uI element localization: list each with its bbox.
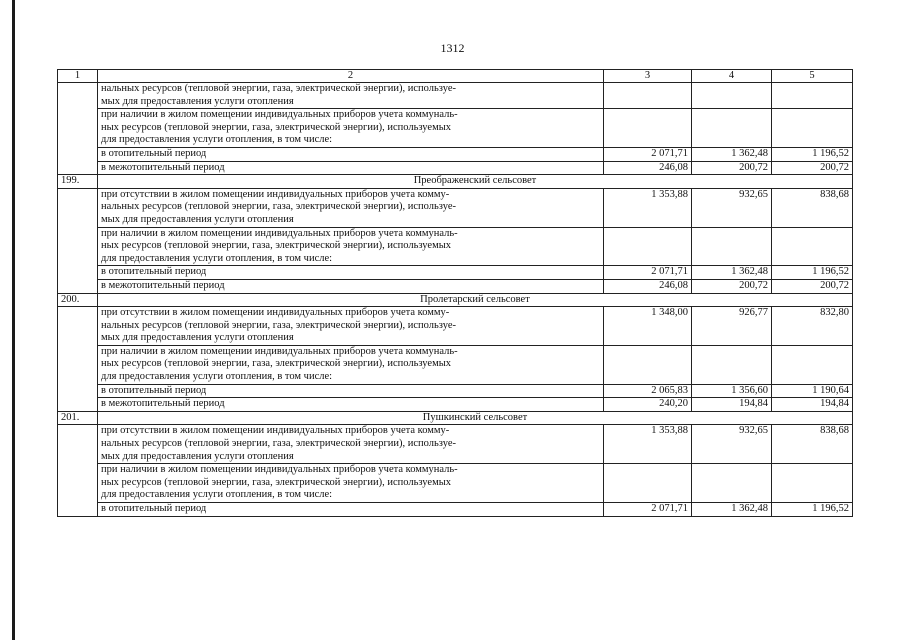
value-col-4: 1 362,48 [692,266,772,280]
row-description: при отсутствии в жилом помещении индивидуальных приборов учета комму- нальных ресурсов (тепловой энергии, газа, электрической энергии), используе- мых для предоставления услуги отопления [98,425,604,464]
tariff-table [57,69,853,517]
section-header-row [58,293,853,307]
value-col-3: 2 071,71 [604,503,692,517]
row-description: в отопительный период [98,384,604,398]
page-number: 1312 [440,41,465,55]
value-col-3 [604,109,692,148]
value-col-5: 838,68 [772,425,853,464]
left-binding-bar [12,0,15,640]
value-col-3: 1 353,88 [604,188,692,227]
row-description: в межотопительный период [98,279,604,293]
table-body [58,83,853,517]
section-number: 199. [58,175,98,189]
value-col-4 [692,109,772,148]
row-description: в межотопительный период [98,161,604,175]
table-row [58,464,853,503]
value-col-4: 932,65 [692,188,772,227]
value-col-4 [692,227,772,266]
row-description: в отопительный период [98,147,604,161]
value-col-4: 932,65 [692,425,772,464]
section-title: Пушкинский сельсовет [98,411,853,425]
value-col-5 [772,345,853,384]
value-col-5 [772,83,853,109]
table-row [58,345,853,384]
section-title: Преображенский сельсовет [98,175,853,189]
value-col-4 [692,464,772,503]
table-row [58,503,853,517]
value-col-5: 1 196,52 [772,503,853,517]
col-header-5: 5 [772,70,853,83]
value-col-4: 200,72 [692,161,772,175]
section-number: 201. [58,411,98,425]
table-row [58,147,853,161]
table-row [58,425,853,464]
value-col-3 [604,464,692,503]
row-description: при наличии в жилом помещении индивидуальных приборов учета коммуналь- ных ресурсов (тепловой энергии, газа, электрической энергии), используемых для предоставления услуги отопления, в том числе: [98,464,604,503]
value-col-4: 1 356,60 [692,384,772,398]
value-col-3: 240,20 [604,398,692,412]
value-col-5: 832,80 [772,307,853,346]
row-description: при отсутствии в жилом помещении индивидуальных приборов учета комму- нальных ресурсов (тепловой энергии, газа, электрической энергии), используе- мых для предоставления услуги отопления [98,307,604,346]
row-description: нальных ресурсов (тепловой энергии, газа, электрической энергии), используе- мых для предоставления услуги отопления [98,83,604,109]
section-title: Пролетарский сельсовет [98,293,853,307]
table-row [58,307,853,346]
value-col-4: 194,84 [692,398,772,412]
value-col-5: 838,68 [772,188,853,227]
value-col-4 [692,345,772,384]
row-number-cell [58,188,98,293]
value-col-3: 246,08 [604,161,692,175]
table-row [58,83,853,109]
value-col-5: 194,84 [772,398,853,412]
section-header-row [58,175,853,189]
table-row [58,161,853,175]
table-row [58,398,853,412]
value-col-3 [604,345,692,384]
value-col-5 [772,227,853,266]
table-row [58,279,853,293]
section-header-row [58,411,853,425]
table-row [58,384,853,398]
value-col-3 [604,227,692,266]
value-col-3: 2 071,71 [604,147,692,161]
value-col-5: 1 190,64 [772,384,853,398]
table-row [58,227,853,266]
value-col-4 [692,83,772,109]
row-number-cell [58,307,98,412]
value-col-4: 200,72 [692,279,772,293]
row-number-cell [58,425,98,516]
value-col-4: 926,77 [692,307,772,346]
value-col-5 [772,464,853,503]
value-col-3: 246,08 [604,279,692,293]
value-col-3: 1 348,00 [604,307,692,346]
row-description: при наличии в жилом помещении индивидуальных приборов учета коммуналь- ных ресурсов (тепловой энергии, газа, электрической энергии), используемых для предоставления услуги отопления, в том числе: [98,345,604,384]
value-col-3: 2 065,83 [604,384,692,398]
row-description: в отопительный период [98,266,604,280]
table-row [58,266,853,280]
value-col-5: 200,72 [772,279,853,293]
table-row [58,109,853,148]
row-description: в отопительный период [98,503,604,517]
col-header-2: 2 [98,70,604,83]
col-header-3: 3 [604,70,692,83]
value-col-5: 1 196,52 [772,266,853,280]
row-description: в межотопительный период [98,398,604,412]
value-col-3 [604,83,692,109]
row-number-cell [58,83,98,175]
value-col-4: 1 362,48 [692,147,772,161]
value-col-5: 1 196,52 [772,147,853,161]
value-col-3: 1 353,88 [604,425,692,464]
header-row [58,70,853,83]
section-number: 200. [58,293,98,307]
col-header-1: 1 [58,70,98,83]
value-col-5 [772,109,853,148]
row-description: при наличии в жилом помещении индивидуальных приборов учета коммуналь- ных ресурсов (тепловой энергии, газа, электрической энергии), используемых для предоставления услуги отопления, в том числе: [98,109,604,148]
row-description: при наличии в жилом помещении индивидуальных приборов учета коммуналь- ных ресурсов (тепловой энергии, газа, электрической энергии), используемых для предоставления услуги отопления, в том числе: [98,227,604,266]
row-description: при отсутствии в жилом помещении индивидуальных приборов учета комму- нальных ресурсов (тепловой энергии, газа, электрической энергии), используе- мых для предоставления услуги отопления [98,188,604,227]
value-col-3: 2 071,71 [604,266,692,280]
value-col-4: 1 362,48 [692,503,772,517]
value-col-5: 200,72 [772,161,853,175]
col-header-4: 4 [692,70,772,83]
table-row [58,188,853,227]
